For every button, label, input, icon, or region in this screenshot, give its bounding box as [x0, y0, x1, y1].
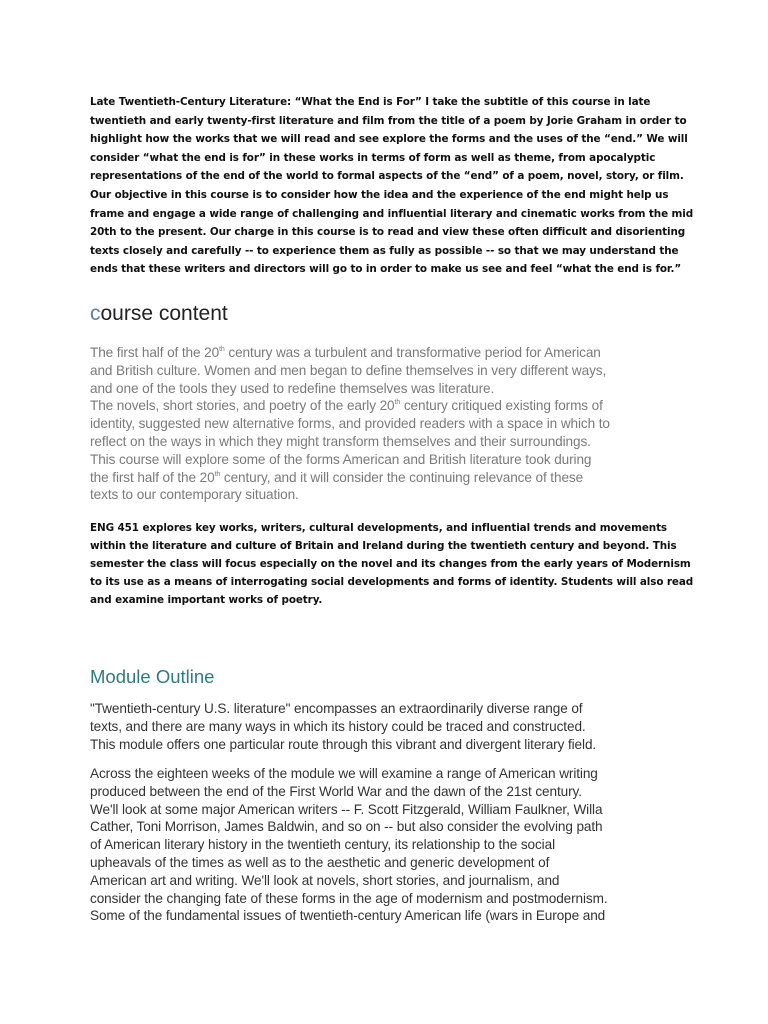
eng451-line: within the literature and culture of Britain and Ireland during the twentieth century and beyond. This: [90, 539, 677, 552]
course-line: texts to our contemporary situation.: [90, 487, 299, 503]
module-outline-heading: Module Outline: [90, 666, 215, 687]
course-content-heading: [90, 302, 228, 326]
intro-line: texts closely and carefully -- to experience them as fully as possible -- so that we may understand the: [90, 244, 679, 257]
intro-line: Late Twentieth-Century Literature: “What the End is For” I take the subtitle of this course in late: [90, 96, 651, 108]
module-line: of American literary history in the twentieth century, its relationship to the social: [90, 837, 555, 853]
course-line: and British culture. Women and men began to define themselves in very different ways,: [90, 362, 607, 378]
module-line: produced between the end of the First World War and the dawn of the 21st century.: [90, 783, 582, 799]
module-outline-paragraph-1: [90, 700, 682, 753]
course-line: reflect on the ways in which they might transform themselves and their surroundings.: [90, 433, 591, 449]
intro-line: highlight how the works that we will read and see explore the forms and the uses of the “end.” We will: [90, 133, 688, 146]
course-line: and one of the tools they used to redefine themselves was literature.: [90, 380, 495, 396]
module-line: Cather, Toni Morrison, James Baldwin, and so on -- but also consider the evolving path: [90, 819, 603, 835]
intro-line: 20th to the present. Our charge in this course is to read and view these often difficult and disorienting: [90, 226, 686, 239]
module-line: "Twentieth-century U.S. literature" encompasses an extraordinarily diverse range of: [90, 701, 583, 716]
course-line: identity, suggested new alternative forms, and provided readers with a space in which to: [90, 416, 610, 432]
module-outline-paragraph-2: [90, 765, 682, 925]
module-line: consider the changing fate of these forms in the age of modernism and postmodernism.: [90, 890, 608, 906]
course-line: the first half of the 20th century, and it will consider the continuing relevance of these: [90, 469, 584, 485]
course-line: The first half of the 20th century was a turbulent and transformative period for American: [90, 345, 601, 360]
intro-line: frame and engage a wide range of challenging and influential literary and cinematic works from the mid: [90, 207, 694, 220]
module-line: This module offers one particular route through this vibrant and divergent literary field.: [90, 736, 597, 752]
intro-line: Our objective in this course is to consider how the idea and the experience of the end might help us: [90, 188, 669, 201]
heading-rest: ourse content: [100, 302, 228, 325]
heading-initial: c: [90, 302, 101, 325]
module-line: upheavals of the times as well as to the aesthetic and generic development of: [90, 854, 550, 870]
module-line: We'll look at some major American writers -- F. Scott Fitzgerald, William Faulkner, Willa: [90, 801, 603, 817]
intro-line: ends that these writers and directors will go to in order to make us see and feel “what the end is for.”: [90, 263, 682, 276]
course-line: This course will explore some of the forms American and British literature took during: [90, 451, 592, 467]
eng451-line: and examine important works of poetry.: [90, 593, 323, 606]
intro-line: consider “what the end is for” in these works in terms of form as well as theme, from apocalyptic: [90, 151, 656, 164]
module-line: Some of the fundamental issues of twentieth-century American life (wars in Europe and: [90, 908, 606, 924]
eng451-line: to its use as a means of interrogating social developments and forms of identity. Students will also read: [90, 575, 694, 588]
course-line: The novels, short stories, and poetry of the early 20th century critiqued existing forms of: [90, 398, 603, 414]
intro-paragraph: [90, 93, 694, 279]
module-line: American art and writing. We'll look at novels, short stories, and journalism, and: [90, 872, 560, 888]
intro-line: representations of the end of the world to formal aspects of the “end” of a poem, novel, story, or film.: [90, 170, 684, 183]
module-line: Across the eighteen weeks of the module we will examine a range of American writing: [90, 766, 598, 781]
eng451-line: ENG 451 explores key works, writers, cultural developments, and influential trends and movements: [90, 522, 668, 534]
eng451-paragraph: [90, 520, 694, 610]
eng451-line: semester the class will focus especially on the novel and its changes from the early years of Modernism: [90, 557, 691, 570]
course-content-paragraph: [90, 344, 682, 504]
module-line: texts, and there are many ways in which its history could be traced and constructed.: [90, 718, 586, 734]
intro-line: twentieth and early twenty-first literature and film from the title of a poem by Jorie Graham in order to: [90, 114, 687, 127]
